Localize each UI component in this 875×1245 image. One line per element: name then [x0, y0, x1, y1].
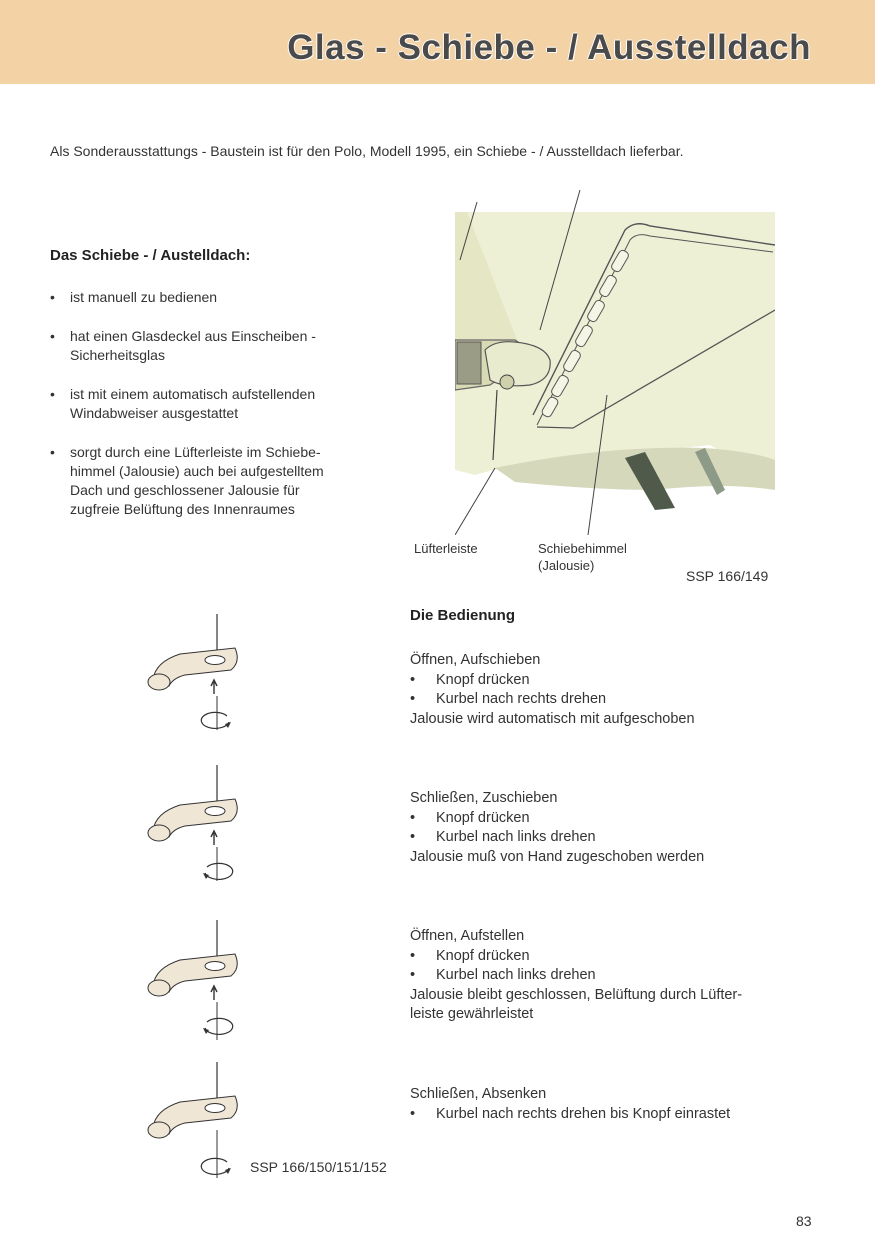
- operation-title: Die Bedienung: [410, 607, 516, 624]
- operation-step-2: Schließen, Zuschieben • Knopf drücken • Kurbel nach links drehen Jalousie muß von Hand zugeschoben werden: [410, 790, 705, 865]
- crank-handle-icon: [145, 763, 240, 913]
- label-luefterleiste: Lüfterleiste: [414, 541, 478, 556]
- operation-ssp-code: SSP 166/150/151/152: [250, 1159, 387, 1175]
- features-title: Das Schiebe - / Austelldach:: [50, 247, 251, 264]
- feature-item: • sorgt durch eine Lüfterleiste im Schiebe- himmel (Jalousie) auch bei aufgestelltem Dach und geschlossener Jalousie für zugfreie Belüftung des Innenraumes: [50, 444, 324, 517]
- bullet-dot: •: [50, 444, 55, 460]
- intro-text: Als Sonderausstattungs - Baustein ist für den Polo, Modell 1995, ein Schiebe - / Ausstelldach lieferbar.: [50, 143, 684, 159]
- operation-step-4: Schließen, Absenken • Kurbel nach rechts drehen bis Knopf einrastet: [410, 1086, 731, 1122]
- operation-step-1: Öffnen, Aufschieben • Knopf drücken • Kurbel nach rechts drehen Jalousie wird automatisch mit aufgeschoben: [410, 652, 695, 727]
- page-header: [0, 0, 875, 84]
- feature-item: • ist mit einem automatisch aufstellenden Windabweiser ausgestattet: [50, 386, 316, 421]
- feature-item: • hat einen Glasdeckel aus Einscheiben - Sicherheitsglas: [50, 328, 316, 363]
- operation-step-3: Öffnen, Aufstellen • Knopf drücken • Kurbel nach links drehen Jalousie bleibt geschlossen, Belüftung durch Lüfter- leiste gewährleistet: [410, 928, 743, 1022]
- label-schiebehimmel: Schiebehimmel (Jalousie): [538, 541, 627, 573]
- feature-item: • ist manuell zu bedienen: [50, 289, 218, 305]
- crank-handle-icon: [145, 612, 240, 762]
- bullet-dot: •: [50, 328, 55, 344]
- page-title: Glas - Schiebe - / Ausstelldach: [287, 28, 811, 67]
- roof-illustration: [455, 190, 775, 535]
- feature-list: [50, 288, 380, 539]
- bullet-dot: •: [50, 289, 55, 305]
- page-number: 83: [796, 1213, 812, 1229]
- figure-ssp-code: SSP 166/149: [686, 568, 769, 584]
- bullet-dot: •: [50, 386, 55, 402]
- crank-handle-icon: [145, 918, 240, 1068]
- crank-handle-icon: [145, 1060, 240, 1210]
